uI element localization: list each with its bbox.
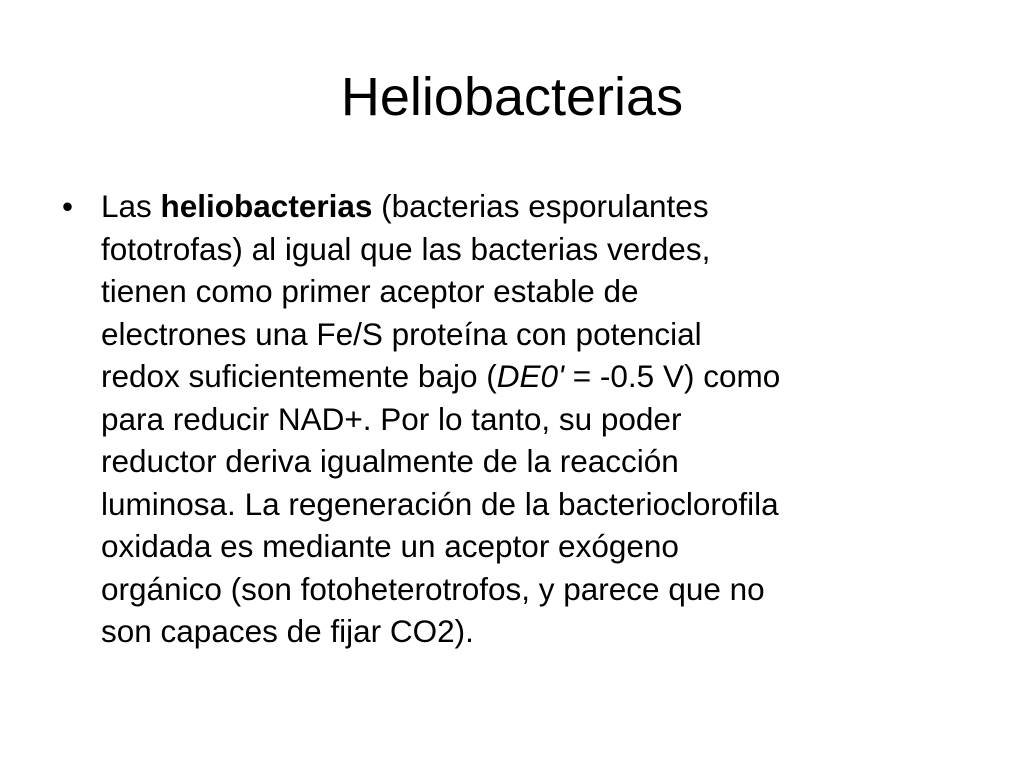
bullet-line	[101, 355, 972, 398]
bullet-item	[62, 185, 972, 653]
slide-title: Heliobacterias	[340, 67, 684, 127]
bullet-line: oxidada es mediante un aceptor exógeno	[101, 528, 679, 564]
bullet-text: Las	[101, 188, 161, 224]
italic-symbol: DE0'	[496, 358, 565, 394]
bullet-line: luminosa. La regeneración de la bacterioclorofila	[101, 485, 779, 522]
bullet-marker: •	[62, 188, 74, 224]
bullet-text: redox suficientemente bajo (	[101, 358, 497, 394]
slide-body	[62, 185, 972, 653]
bullet-line: orgánico (son fotoheterotrofos, y parece que no	[101, 570, 765, 607]
bullet-line: electrones una Fe/S proteína con potencial	[101, 315, 702, 352]
bullet-line: tienen como primer aceptor estable de	[101, 273, 639, 309]
bullet-line: para reducir NAD+. Por lo tanto, su poder	[101, 400, 682, 437]
bullet-line: reductor deriva igualmente de la reacción	[101, 443, 679, 479]
bullet-line: son capaces de fijar CO2).	[101, 613, 474, 649]
bold-term: heliobacterias	[160, 188, 373, 224]
bullet-line	[101, 185, 972, 228]
bullet-text: = -0.5 V) como	[564, 358, 781, 394]
bullet-text: (bacterias esporulantes	[372, 188, 709, 224]
bullet-line: fototrofas) al igual que las bacterias verdes,	[101, 230, 711, 267]
